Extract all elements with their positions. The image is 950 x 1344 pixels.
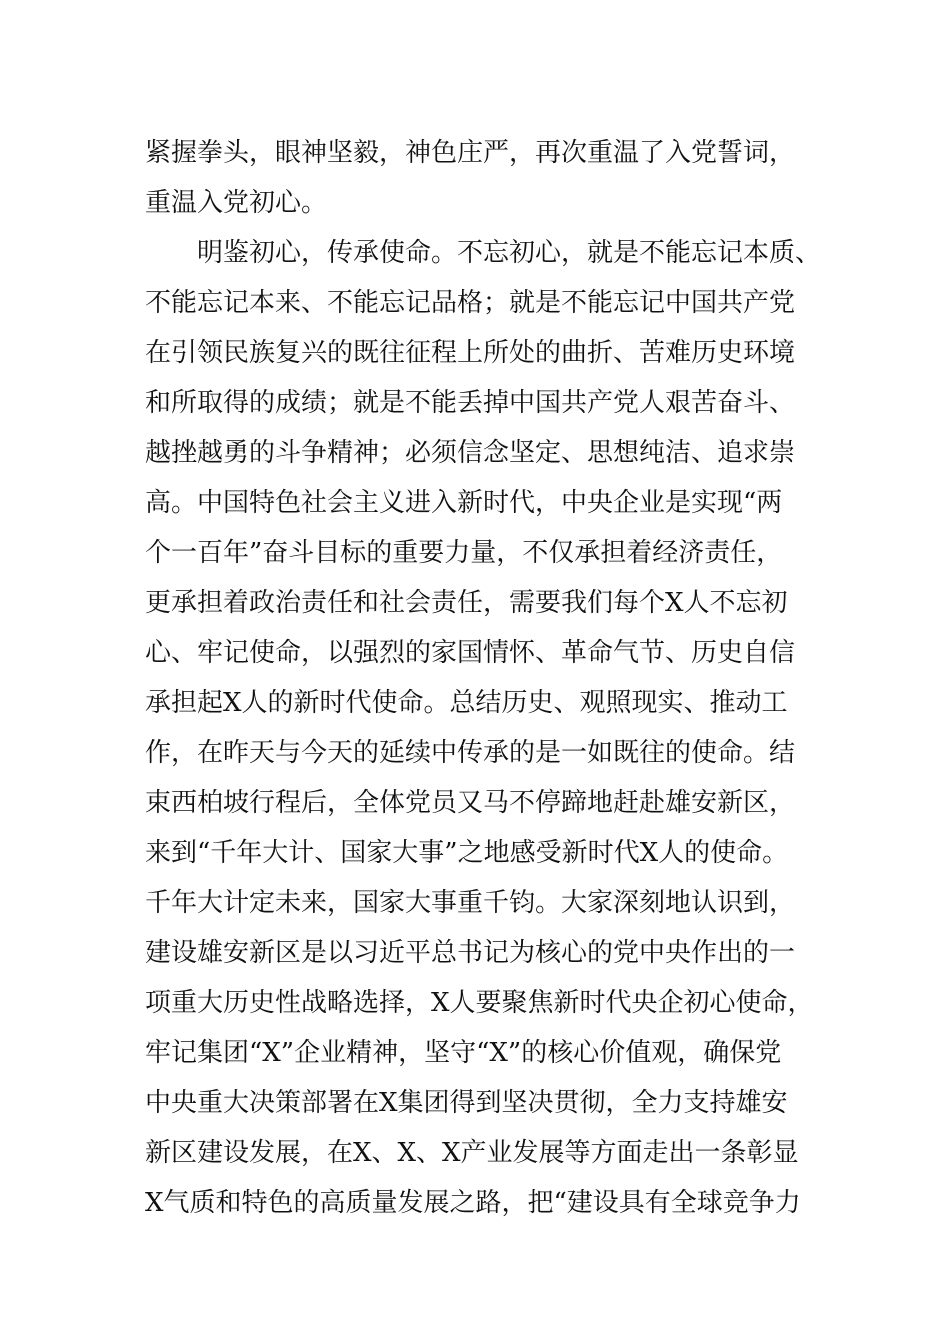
- text-line: 项重大历史性战略选择，X人要聚焦新时代央企初心使命，: [145, 988, 814, 1018]
- text-line: 承担起X人的新时代使命。总结历史、观照现实、推动工: [145, 688, 788, 718]
- text-line: 新区建设发展，在X、X、X产业发展等方面走出一条彰显: [145, 1138, 799, 1168]
- text-line: 明鉴初心，传承使命。不忘初心，就是不能忘记本质、: [145, 238, 822, 268]
- text-line: 束西柏坡行程后，全体党员又马不停蹄地赶赴雄安新区，: [145, 788, 796, 818]
- text-line: 心、牢记使命，以强烈的家国情怀、革命气节、历史自信: [145, 638, 796, 668]
- text-line: 中央重大决策部署在X集团得到坚决贯彻，全力支持雄安: [145, 1088, 788, 1118]
- text-line: 牢记集团“X”企业精神，坚守“X”的核心价值观，确保党: [145, 1038, 782, 1068]
- text-line: X气质和特色的高质量发展之路，把“建设具有全球竞争力: [145, 1188, 801, 1218]
- text-line: 建设雄安新区是以习近平总书记为核心的党中央作出的一: [145, 938, 796, 968]
- text-line: 不能忘记本来、不能忘记品格；就是不能忘记中国共产党: [145, 288, 796, 318]
- text-line: 作，在昨天与今天的延续中传承的是一如既往的使命。结: [145, 738, 796, 768]
- text-line: 个一百年”奋斗目标的重要力量，不仅承担着经济责任，: [145, 538, 783, 568]
- text-line: 来到“千年大计、国家大事”之地感受新时代X人的使命。: [145, 838, 789, 868]
- text-line: 高。中国特色社会主义进入新时代，中央企业是实现“两: [145, 488, 783, 518]
- body-text: [145, 128, 845, 1228]
- text-line: 紧握拳头，眼神坚毅，神色庄严，再次重温了入党誓词，: [145, 138, 796, 168]
- text-line: 越挫越勇的斗争精神；必须信念坚定、思想纯洁、追求崇: [145, 438, 796, 468]
- text-line: 重温入党初心。: [145, 188, 328, 218]
- text-line: 更承担着政治责任和社会责任，需要我们每个X人不忘初: [145, 588, 788, 618]
- text-line: 在引领民族复兴的既往征程上所处的曲折、苦难历史环境: [145, 338, 796, 368]
- text-line: 千年大计定未来，国家大事重千钧。大家深刻地认识到，: [145, 888, 796, 918]
- text-line: 和所取得的成绩；就是不能丢掉中国共产党人艰苦奋斗、: [145, 388, 796, 418]
